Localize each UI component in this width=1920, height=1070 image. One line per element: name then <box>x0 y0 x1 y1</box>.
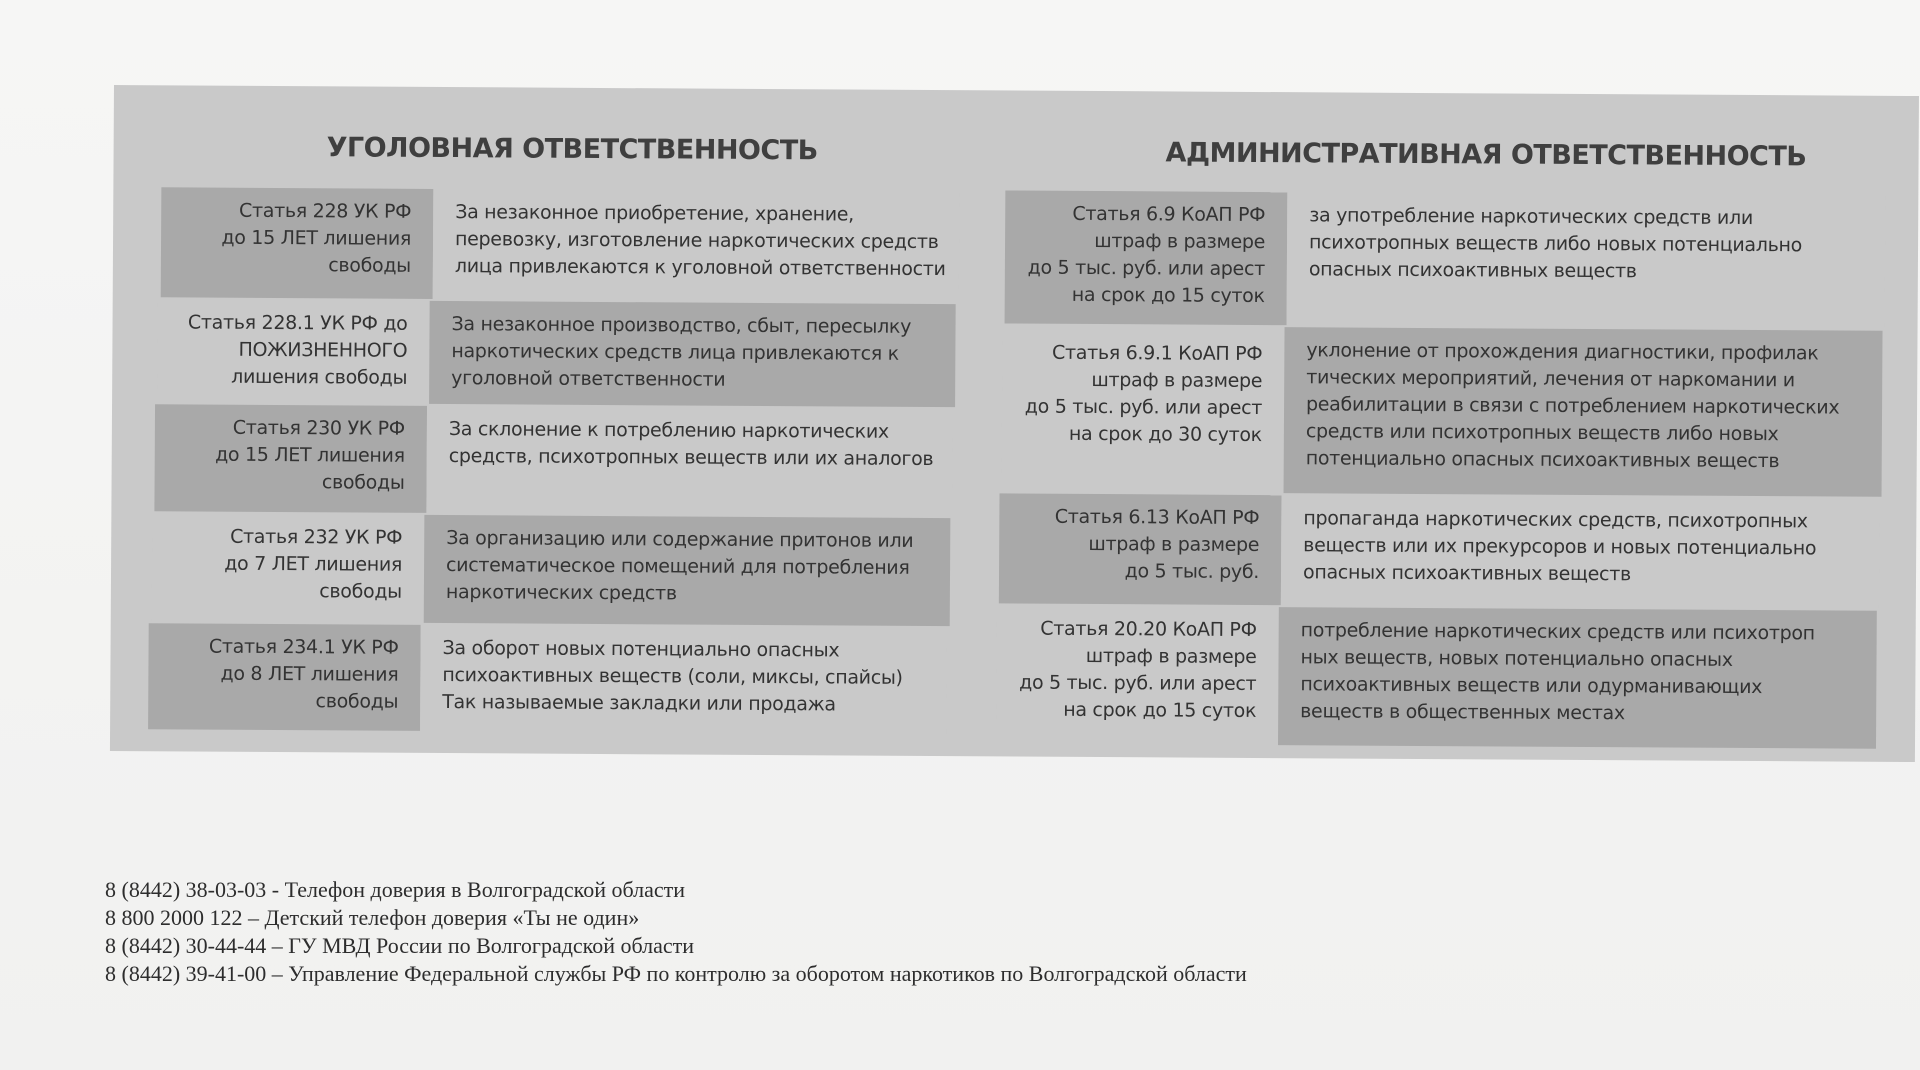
article-line: на срок до 30 суток <box>1068 422 1262 447</box>
description-line: средств или психотропных веществ либо новых <box>1305 420 1779 446</box>
hotline-item: 8 (8442) 39-41-00 – Управление Федеральной службы РФ по контролю за оборотом наркотиков по Волгоградской области <box>105 961 1247 986</box>
article-line: Статья 232 УК РФ <box>230 525 403 549</box>
criminal-row-230 <box>154 404 953 516</box>
hotline-item: 8 (8442) 38-03-03 - Телефон доверия в Волгоградской области <box>105 877 686 902</box>
description-line: реабилитации в связи с потреблением наркотических <box>1306 393 1840 419</box>
article-line: на срок до 15 суток <box>1071 283 1265 308</box>
article-line: штраф в размере <box>1088 532 1260 557</box>
description-line: наркотических средств <box>445 581 677 605</box>
article-line: до 5 тыс. руб. или арест <box>1019 671 1257 695</box>
article-cell <box>996 605 1279 745</box>
description-line: За организацию или содержание притонов или <box>446 527 914 552</box>
criminal-row-228-1 <box>157 299 956 407</box>
article-line: Статья 6.13 КоАП РФ <box>1054 505 1260 530</box>
description-line: уголовной ответственности <box>451 367 726 391</box>
article-cell <box>1002 325 1285 493</box>
article-line: штраф в размере <box>1091 368 1263 393</box>
responsibility-panel <box>110 85 1919 762</box>
description-line: потенциально опасных психоактивных веществ <box>1305 447 1780 473</box>
article-line: до 5 тыс. руб. или арест <box>1027 256 1265 281</box>
article-line: до 8 ЛЕТ лишения <box>220 662 399 686</box>
hotline-item: 8 (8442) 30-44-44 – ГУ МВД России по Волгоградской области <box>105 933 695 958</box>
criminal-row-228 <box>161 187 960 302</box>
description-line: потребление наркотических средств или психотроп <box>1300 619 1815 645</box>
article-line: до 5 тыс. руб. <box>1124 560 1260 584</box>
article-line: Статья 228 УК РФ <box>239 199 412 223</box>
article-cell <box>148 623 421 731</box>
description-line: наркотических средств лица привлекаются к <box>451 340 899 365</box>
description-cell <box>1284 327 1883 497</box>
description-line: систематическое помещений для потребления <box>446 554 910 579</box>
description-line: опасных психоактивных веществ <box>1302 561 1631 586</box>
article-line: Статья 234.1 УК РФ <box>208 635 399 659</box>
article-cell <box>1005 190 1288 325</box>
description-cell <box>420 625 947 734</box>
description-line: психоактивных веществ или одурманивающих <box>1300 673 1763 699</box>
article-line: Статья 230 УК РФ <box>232 416 405 440</box>
criminal-title: УГОЛОВНАЯ ОТВЕТСТВЕННОСТЬ <box>326 132 818 167</box>
article-line: Статья 20.20 КоАП РФ <box>1040 617 1257 641</box>
description-line: психотропных веществ либо новых потенциально <box>1308 231 1803 257</box>
description-line: тических мероприятий, лечения от наркомании и <box>1306 366 1795 392</box>
description-line: за употребление наркотических средств или <box>1309 204 1753 230</box>
description-line: За незаконное производство, сбыт, пересылку <box>451 313 912 338</box>
administrative-title: АДМИНИСТРАТИВНАЯ ОТВЕТСТВЕННОСТЬ <box>1165 137 1807 173</box>
article-line: до 5 тыс. руб. или арест <box>1024 395 1263 420</box>
article-line: свободы <box>328 254 411 277</box>
description-line: лица привлекаются к уголовной ответственности <box>454 255 946 281</box>
hotline-item: 8 800 2000 122 – Детский телефон доверия «Ты не один» <box>105 905 640 930</box>
article-line: до 15 ЛЕТ лишения <box>221 226 412 250</box>
article-line: лишения свободы <box>231 365 408 389</box>
admin-row-6-9 <box>1005 190 1886 328</box>
description-line: средств, психотропных веществ или их аналогов <box>448 445 934 471</box>
article-line: до 7 ЛЕТ лишения <box>224 552 403 576</box>
article-line: Статья 228.1 УК РФ до <box>187 311 408 335</box>
hotline-list <box>105 876 1247 988</box>
article-line: свободы <box>319 580 402 603</box>
article-line: ПОЖИЗНЕННОГО <box>238 338 408 362</box>
description-line: психоактивных веществ (соли, миксы, спайсы) <box>442 664 903 689</box>
description-cell <box>433 189 960 302</box>
description-cell <box>1287 192 1886 329</box>
criminal-row-232 <box>152 513 951 626</box>
article-line: свободы <box>315 690 399 713</box>
description-cell <box>1281 495 1880 609</box>
description-cell <box>426 406 953 516</box>
criminal-row-234-1 <box>148 623 947 734</box>
description-line: веществ или их прекурсоров и новых потенциально <box>1303 534 1817 560</box>
article-cell <box>157 299 430 404</box>
article-line: свободы <box>321 471 405 494</box>
admin-row-20-20 <box>996 605 1877 748</box>
article-line: на срок до 15 суток <box>1063 698 1257 722</box>
description-cell <box>429 301 956 407</box>
description-cell <box>424 515 951 626</box>
article-line: штраф в размере <box>1094 229 1266 254</box>
description-line: За склонение к потреблению наркотических <box>448 418 889 443</box>
description-line: веществ в общественных местах <box>1300 700 1625 725</box>
article-cell <box>154 404 427 513</box>
admin-row-6-13 <box>999 493 1880 608</box>
description-line: Так называемые закладки или продажа <box>442 691 836 716</box>
description-line: уклонение от прохождения диагностики, профилак <box>1306 339 1819 365</box>
description-cell <box>1278 607 1877 749</box>
article-cell <box>999 493 1282 605</box>
description-line: перевозку, изготовление наркотических средств <box>454 228 939 254</box>
admin-row-6-9-1 <box>1002 325 1883 496</box>
description-line: ных веществ, новых потенциально опасных <box>1300 646 1733 671</box>
description-line: За незаконное приобретение, хранение, <box>455 201 854 226</box>
article-line: штраф в размере <box>1085 644 1257 668</box>
article-line: до 15 ЛЕТ лишения <box>215 443 405 467</box>
article-line: Статья 6.9.1 КоАП РФ <box>1051 341 1263 366</box>
description-line: опасных психоактивных веществ <box>1308 258 1637 283</box>
article-line: Статья 6.9 КоАП РФ <box>1072 202 1266 227</box>
article-cell <box>161 187 434 299</box>
article-cell <box>152 513 425 623</box>
description-line: пропаганда наркотических средств, психотропных <box>1303 507 1808 533</box>
description-line: За оборот новых потенциально опасных <box>442 637 840 662</box>
